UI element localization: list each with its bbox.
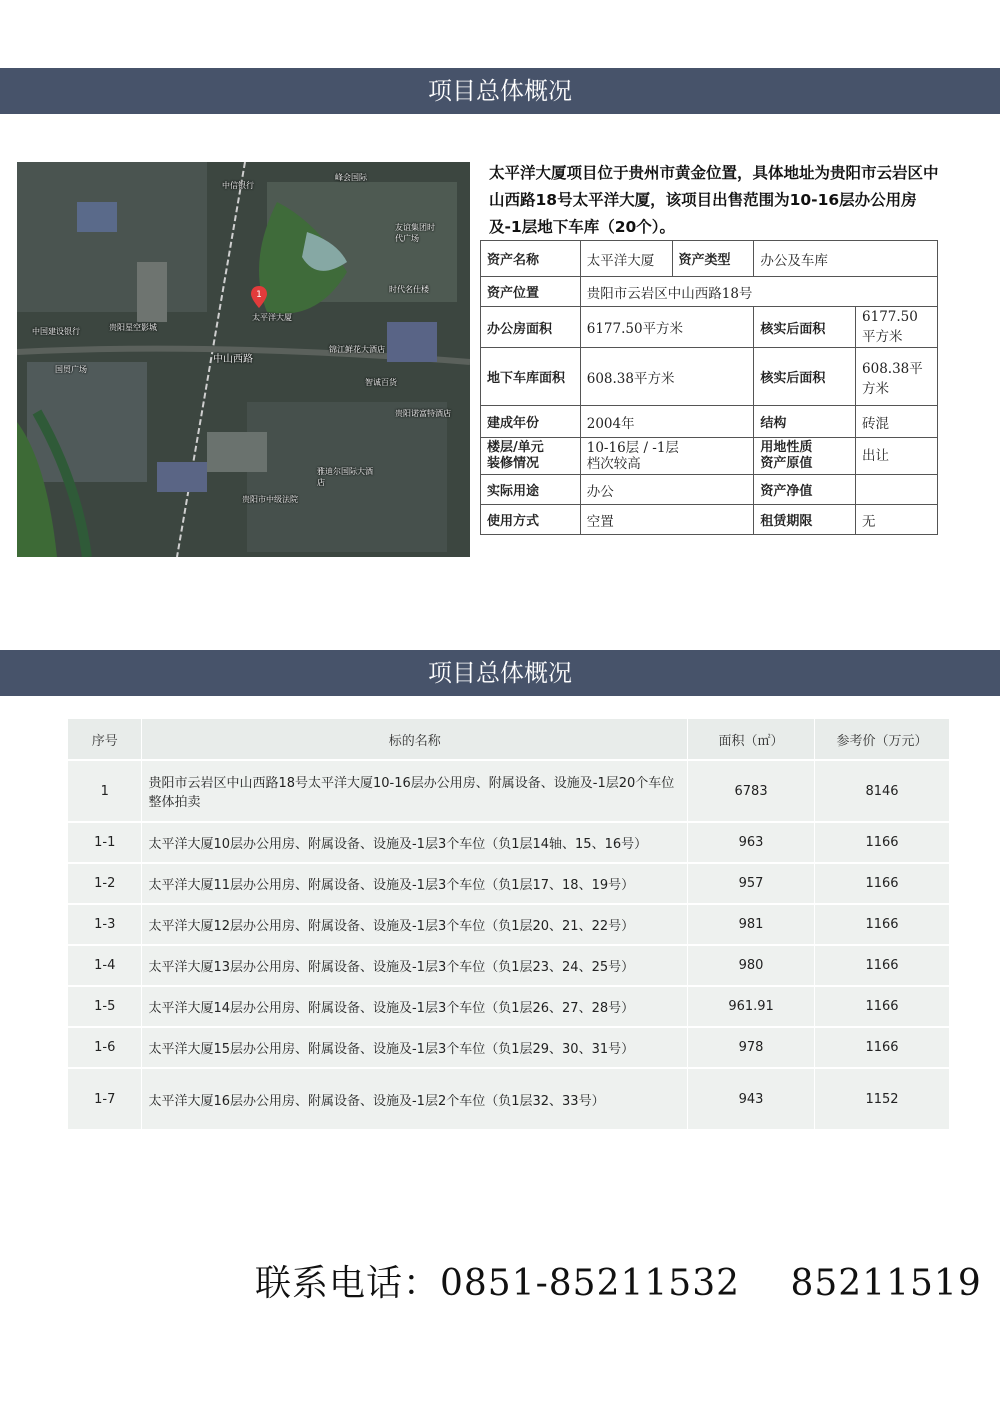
usage-mode-value: 空置 [580, 505, 754, 535]
lot-area: 961.91 [688, 986, 815, 1027]
map-label: 贵阳星空影城 [109, 323, 157, 332]
satellite-map[interactable] [17, 162, 470, 557]
location-pin-icon[interactable] [251, 286, 267, 308]
lot-area: 963 [688, 822, 815, 863]
lot-area: 980 [688, 945, 815, 986]
table-row [68, 863, 950, 904]
asset-location-key: 资产位置 [481, 277, 581, 307]
map-label: 峰会国际 [335, 173, 367, 182]
verified-area-value: 6177.50平方米 [856, 307, 938, 348]
lot-area: 978 [688, 1027, 815, 1068]
floor-decor-key [481, 438, 581, 475]
net-value-value [856, 475, 938, 505]
lot-name: 太平洋大厦13层办公用房、附属设备、设施及-1层3个车位（负1层23、24、25号） [142, 945, 688, 986]
map-label: 时代名仕楼 [389, 285, 429, 294]
lot-price: 1166 [815, 986, 950, 1027]
project-intro: 太平洋大厦项目位于贵州市黄金位置，具体地址为贵阳市云岩区中山西路18号太平洋大厦，该项目出售范围为10-16层办公用房及-1层地下车库（20个）。 [489, 164, 939, 236]
lot-area: 6783 [688, 760, 815, 822]
section-title: 项目总体概况 [0, 68, 1000, 114]
decor-value: 档次较高 [586, 456, 641, 472]
lot-price: 1166 [815, 945, 950, 986]
map-pin-label[interactable]: 太平洋大厦 [252, 313, 292, 322]
row-number: 1-2 [68, 863, 142, 904]
map-road-label: 中山西路 [213, 354, 253, 365]
decor-key: 装修情况 [487, 456, 540, 471]
asset-type-key: 资产类型 [672, 241, 754, 277]
floor-value: 10-16层 / -1层 [586, 440, 679, 456]
lot-area: 957 [688, 863, 815, 904]
table-row [68, 945, 950, 986]
column-header: 面积（㎡） [688, 719, 815, 760]
landuse-orig-key [754, 438, 856, 475]
landuse-value: 出让 [862, 448, 890, 464]
row-number: 1-5 [68, 986, 142, 1027]
map-label: 国贸广场 [55, 365, 87, 374]
lot-name: 太平洋大厦12层办公用房、附属设备、设施及-1层3个车位（负1层20、21、22号） [142, 904, 688, 945]
lot-area: 981 [688, 904, 815, 945]
lot-area: 943 [688, 1068, 815, 1130]
actual-use-key: 实际用途 [481, 475, 581, 505]
net-value-key: 资产净值 [754, 475, 856, 505]
map-label: 中信银行 [222, 181, 254, 190]
row-number: 1 [68, 760, 142, 822]
build-year-value: 2004年 [580, 406, 754, 438]
row-number: 1-3 [68, 904, 142, 945]
table-row [68, 904, 950, 945]
table-row [68, 760, 950, 822]
row-number: 1-6 [68, 1027, 142, 1068]
actual-use-value: 办公 [580, 475, 754, 505]
asset-name-value: 太平洋大厦 [580, 241, 672, 277]
structure-value: 砖混 [856, 406, 938, 438]
floor-key: 楼层/单元 [487, 440, 544, 455]
lot-price: 1166 [815, 1027, 950, 1068]
lot-name: 贵阳市云岩区中山西路18号太平洋大厦10-16层办公用房、附属设备、设施及-1层20个车位整体拍卖 [142, 760, 688, 822]
lot-price: 1166 [815, 863, 950, 904]
orig-value-key: 资产原值 [760, 456, 813, 471]
lot-name: 太平洋大厦10层办公用房、附属设备、设施及-1层3个车位（负1层14轴、15、16号） [142, 822, 688, 863]
table-row [68, 1068, 950, 1130]
lot-price: 1166 [815, 822, 950, 863]
auction-listing-table [68, 719, 950, 1131]
map-label: 贵阳市中级法院 [242, 495, 298, 504]
asset-type-value: 办公及车库 [754, 241, 938, 277]
asset-location-value: 贵阳市云岩区中山西路18号 [580, 277, 937, 307]
table-row [68, 822, 950, 863]
column-header: 标的名称 [142, 719, 688, 760]
contact-phone-primary[interactable]: 联系电话：0851-85211532 [255, 1263, 741, 1304]
map-label: 锦江鲜花大酒店 [329, 345, 385, 354]
verified-garage-key: 核实后面积 [754, 348, 856, 406]
lot-price: 1166 [815, 904, 950, 945]
office-area-value: 6177.50平方米 [580, 307, 754, 348]
table-row [68, 986, 950, 1027]
map-label: 贵阳诺富特酒店 [395, 409, 451, 418]
asset-name-key: 资产名称 [481, 241, 581, 277]
build-year-key: 建成年份 [481, 406, 581, 438]
contact-phone [255, 1255, 982, 1306]
map-label: 友谊集团时代广场 [395, 223, 435, 243]
lot-price: 1152 [815, 1068, 950, 1130]
lot-name: 太平洋大厦14层办公用房、附属设备、设施及-1层3个车位（负1层26、27、28号） [142, 986, 688, 1027]
landuse-key: 用地性质 [760, 440, 813, 455]
office-area-key: 办公房面积 [481, 307, 581, 348]
landuse-orig-value [856, 438, 938, 475]
usage-mode-key: 使用方式 [481, 505, 581, 535]
map-label: 中国建设银行 [32, 327, 80, 336]
lease-term-value: 无 [856, 505, 938, 535]
lot-name: 太平洋大厦16层办公用房、附属设备、设施及-1层2个车位（负1层32、33号） [142, 1068, 688, 1130]
lot-name: 太平洋大厦15层办公用房、附属设备、设施及-1层3个车位（负1层29、30、31号） [142, 1027, 688, 1068]
row-number: 1-1 [68, 822, 142, 863]
row-number: 1-4 [68, 945, 142, 986]
garage-area-value: 608.38平方米 [580, 348, 754, 406]
lot-price: 8146 [815, 760, 950, 822]
map-label: 智诚百货 [365, 378, 397, 387]
lease-term-key: 租赁期限 [754, 505, 856, 535]
column-header: 参考价（万元） [815, 719, 950, 760]
contact-phone-secondary[interactable]: 85211519 [790, 1263, 982, 1304]
asset-info-table [480, 240, 938, 535]
map-label: 雅迪尔国际大酒店 [317, 467, 373, 487]
section-title: 项目总体概况 [0, 650, 1000, 696]
structure-key: 结构 [754, 406, 856, 438]
floor-decor-value [580, 438, 754, 475]
row-number: 1-7 [68, 1068, 142, 1130]
verified-garage-value: 608.38平方米 [856, 348, 938, 406]
lot-name: 太平洋大厦11层办公用房、附属设备、设施及-1层3个车位（负1层17、18、19号） [142, 863, 688, 904]
table-row [68, 1027, 950, 1068]
verified-area-key: 核实后面积 [754, 307, 856, 348]
garage-area-key: 地下车库面积 [481, 348, 581, 406]
column-header: 序号 [68, 719, 142, 760]
svg-text:1: 1 [256, 290, 262, 300]
